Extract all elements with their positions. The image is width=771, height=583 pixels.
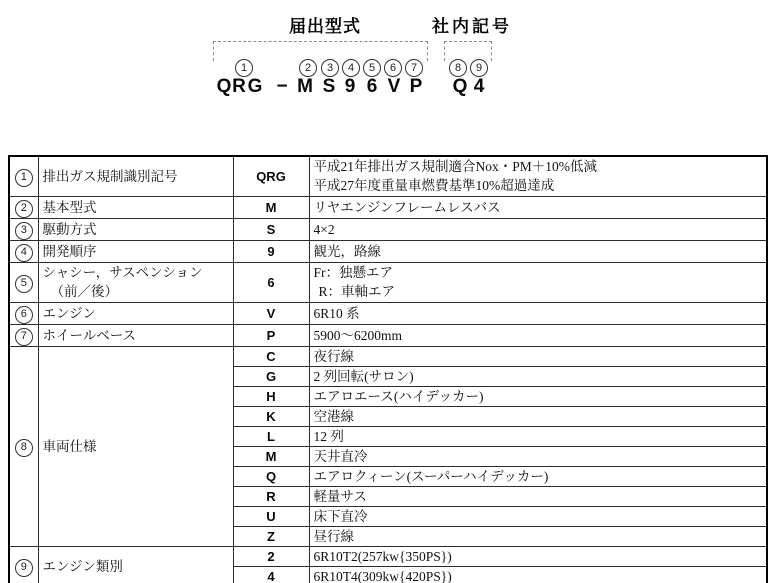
- digit-marker-9: 9: [470, 59, 488, 77]
- circled-number: 7: [15, 328, 33, 346]
- row-code: C: [233, 346, 309, 366]
- label-line: シャシー，サスペンション: [42, 265, 203, 280]
- row-code: Z: [233, 526, 309, 546]
- row-label: 排出ガス規制識別記号: [38, 156, 233, 196]
- row-desc: 天井直冷: [309, 446, 767, 466]
- row-desc: 2 列回転(サロン): [309, 366, 767, 386]
- row-num: [9, 546, 38, 583]
- digit-marker-7: 7: [405, 59, 423, 77]
- internal-code-bracket: [444, 41, 492, 61]
- row-desc: 昼行線: [309, 526, 767, 546]
- circled-number: 8: [15, 439, 33, 457]
- row-code: Q: [233, 466, 309, 486]
- table-row: [9, 156, 767, 196]
- code-char: S: [322, 76, 336, 97]
- row-num: [9, 218, 38, 240]
- row-code: 2: [233, 546, 309, 566]
- digit-marker-5: 5: [363, 59, 381, 77]
- row-desc: 12 列: [309, 426, 767, 446]
- row-desc: 6R10 系: [309, 302, 767, 324]
- row-label: [38, 262, 233, 302]
- row-code: H: [233, 386, 309, 406]
- desc-line: 平成27年度重量車燃費基準10%超過達成: [313, 178, 555, 194]
- code-char: M: [297, 76, 313, 97]
- row-desc: [309, 156, 767, 196]
- row-num: [9, 156, 38, 196]
- internal-code-label: 社内記号: [432, 17, 512, 36]
- row-label: 駆動方式: [38, 218, 233, 240]
- row-desc: [309, 262, 767, 302]
- row-desc: 空港線: [309, 406, 767, 426]
- row-label: エンジン類別: [38, 546, 233, 583]
- row-num: [9, 302, 38, 324]
- desc-line: Fr：独懸エア: [313, 265, 394, 280]
- row-num: [9, 262, 38, 302]
- row-code: 9: [233, 240, 309, 262]
- row-code: 6: [233, 262, 309, 302]
- circled-number: 2: [15, 200, 33, 218]
- row-code: L: [233, 426, 309, 446]
- digit-marker-4: 4: [342, 59, 360, 77]
- code-char: 4: [473, 76, 485, 97]
- row-desc: エアロエース(ハイデッカー): [309, 386, 767, 406]
- code-char: 9: [344, 76, 356, 97]
- row-desc: 観光，路線: [309, 240, 767, 262]
- digit-marker-6: 6: [384, 59, 402, 77]
- notification-type-bracket: [213, 41, 428, 61]
- circled-number: 9: [15, 559, 33, 577]
- table-row: [9, 262, 767, 302]
- code-char: P: [409, 76, 423, 97]
- row-label: 車両仕様: [38, 346, 233, 546]
- digit-marker-1: 1: [235, 59, 253, 77]
- row-code: P: [233, 324, 309, 346]
- table-row: [9, 196, 767, 218]
- code-dash: −: [276, 76, 288, 97]
- desc-line: 平成21年排出ガス規制適合Nox・PM＋10%低減: [313, 159, 598, 175]
- row-desc: 軽量サス: [309, 486, 767, 506]
- row-code: K: [233, 406, 309, 426]
- row-code: 4: [233, 566, 309, 583]
- table-row: [9, 324, 767, 346]
- row-desc: 5900～6200mm: [309, 324, 767, 346]
- row-label: 開発順序: [38, 240, 233, 262]
- row-desc: リヤエンジンフレームレスバス: [309, 196, 767, 218]
- code-char: Q: [452, 76, 468, 97]
- digit-marker-8: 8: [449, 59, 467, 77]
- row-code: R: [233, 486, 309, 506]
- row-code: M: [233, 446, 309, 466]
- circled-number: 6: [15, 306, 33, 324]
- label-line: （前／後）: [50, 284, 118, 299]
- row-code: S: [233, 218, 309, 240]
- circled-number: 4: [15, 244, 33, 262]
- row-label: エンジン: [38, 302, 233, 324]
- row-desc: 4×2: [309, 218, 767, 240]
- circled-number: 5: [15, 275, 33, 293]
- row-num: [9, 324, 38, 346]
- row-desc: 6R10T2(257kw{350PS}): [309, 546, 767, 566]
- circled-number: 3: [15, 222, 33, 240]
- row-label: 基本型式: [38, 196, 233, 218]
- row-code: QRG: [233, 156, 309, 196]
- row-desc: 夜行線: [309, 346, 767, 366]
- digit-marker-3: 3: [321, 59, 339, 77]
- code-char: G: [247, 76, 263, 97]
- row-label: ホイールベース: [38, 324, 233, 346]
- row-num: [9, 240, 38, 262]
- table-row: [9, 218, 767, 240]
- code-char: R: [232, 76, 246, 97]
- table-row: [9, 546, 767, 566]
- notification-type-label: 届出型式: [289, 17, 361, 36]
- row-num: [9, 196, 38, 218]
- row-code: V: [233, 302, 309, 324]
- circled-number: 1: [15, 169, 33, 187]
- row-desc: 床下直冷: [309, 506, 767, 526]
- row-code: M: [233, 196, 309, 218]
- model-code-spec-table: [8, 155, 768, 583]
- table-row: [9, 302, 767, 324]
- code-char: V: [387, 76, 401, 97]
- code-char: 6: [366, 76, 378, 97]
- table-row: [9, 240, 767, 262]
- digit-marker-2: 2: [299, 59, 317, 77]
- row-desc: エアロクィーン(スーパーハイデッカー): [309, 466, 767, 486]
- row-desc: 6R10T4(309kw{420PS}): [309, 566, 767, 583]
- row-code: G: [233, 366, 309, 386]
- row-code: U: [233, 506, 309, 526]
- row-num: [9, 346, 38, 546]
- desc-line: R：車軸エア: [318, 284, 396, 299]
- table-row: [9, 346, 767, 366]
- code-char: Q: [216, 76, 232, 97]
